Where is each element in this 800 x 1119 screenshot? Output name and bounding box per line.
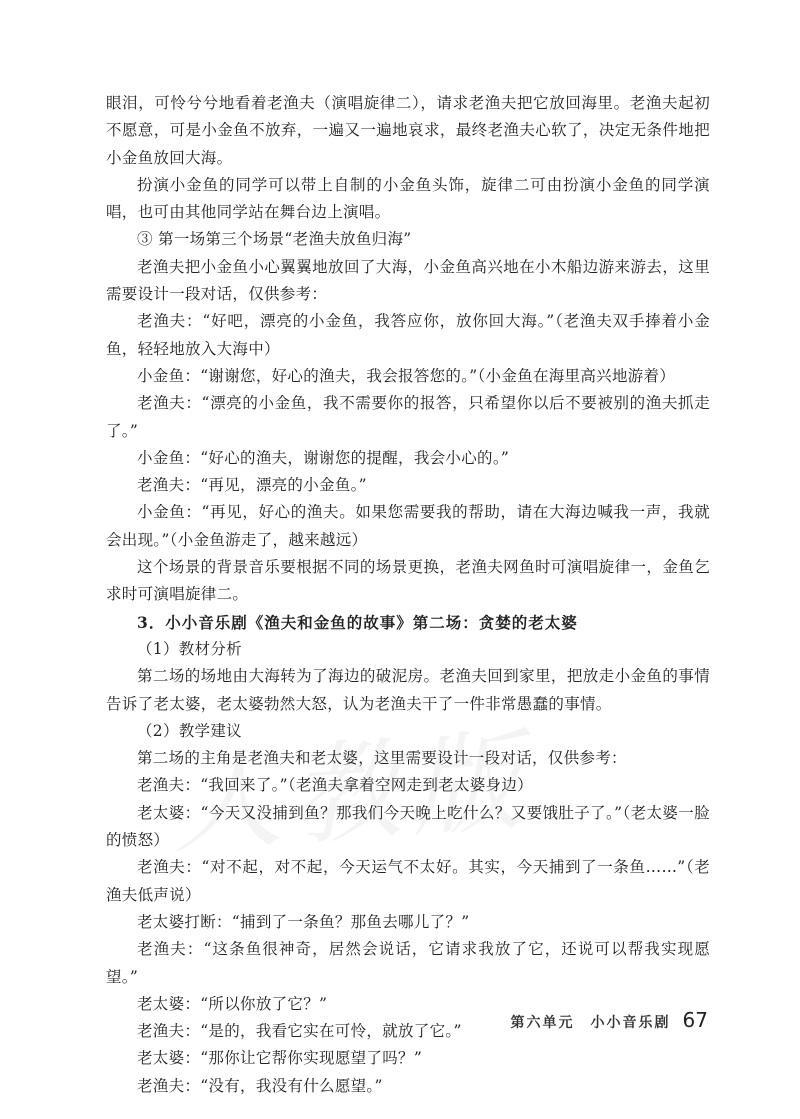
dialogue-line: 老太婆：“今天又没捕到鱼？那我们今天晚上吃什么？又要饿肚子了。”（老太婆一脸的愤怒） — [106, 803, 710, 850]
dialogue-line: 老太婆：“那你让它帮你实现愿望了吗？” — [137, 1049, 423, 1068]
dialogue-line: 老渔夫：“这条鱼很神奇，居然会说话，它请求我放了它，还说可以帮我实现愿望。” — [106, 940, 710, 986]
dialogue-line: 老太婆打断：“捕到了一条鱼？那鱼去哪儿了？” — [137, 912, 470, 931]
dialogue-line: 老渔夫：“没有，我没有什么愿望。” — [137, 1076, 383, 1095]
paragraph: 眼泪，可怜兮兮地看着老渔夫（演唱旋律二），请求老渔夫把它放回海里。老渔夫起初不愿意，可是小金鱼不放弃，一遍又一遍地哀求，最终老渔夫心软了，决定无条件地把小金鱼放回大海。 — [106, 94, 710, 167]
dialogue-line: 老渔夫：“我回来了。”（老渔夫拿着空网走到老太婆身边） — [137, 776, 533, 795]
scene-heading: ③ 第一场第三个场景“老渔夫放鱼归海” — [137, 230, 412, 249]
section-heading: 3．小小音乐剧《渔夫和金鱼的故事》第二场：贪婪的老太婆 — [137, 612, 578, 632]
subsection-heading: （2）教学建议 — [137, 721, 242, 740]
dialogue-line: 老渔夫：“再见，漂亮的小金鱼。” — [137, 476, 367, 495]
paragraph: 老渔夫把小金鱼小心翼翼地放回了大海，小金鱼高兴地在小木船边游来游去，这里需要设计一段对话，仅供参考： — [106, 257, 710, 304]
body-text — [106, 90, 710, 1100]
dialogue-line: 小金鱼：“好心的渔夫，谢谢您的提醒，我会小心的。” — [137, 448, 510, 467]
page-number: 67 — [682, 1008, 708, 1032]
dialogue-line: 老渔夫：“好吧，漂亮的小金鱼，我答应你，放你回大海。”（老渔夫双手捧着小金鱼，轻轻地放入大海中） — [106, 312, 710, 358]
dialogue-line: 老太婆：“所以你放了它？” — [137, 994, 328, 1013]
subsection-heading: （1）教材分析 — [137, 639, 242, 658]
paragraph: 这个场景的背景音乐要根据不同的场景更换，老渔夫网鱼时可演唱旋律一，金鱼乞求时可演唱旋律二。 — [106, 558, 710, 604]
dialogue-line: 老渔夫：“漂亮的小金鱼，我不需要你的报答，只希望你以后不要被别的渔夫抓走了。” — [106, 394, 710, 440]
paragraph: 扮演小金鱼的同学可以带上自制的小金鱼头饰，旋律二可由扮演小金鱼的同学演唱，也可由其他同学站在舞台边上演唱。 — [106, 175, 710, 222]
paragraph: 第二场的场地由大海转为了海边的破泥房。老渔夫回到家里，把放走小金鱼的事情告诉了老太婆，老太婆勃然大怒，认为老渔夫干了一件非常愚蠢的事情。 — [106, 667, 710, 713]
paragraph: 第二场的主角是老渔夫和老太婆，这里需要设计一段对话，仅供参考： — [137, 749, 627, 768]
page-footer — [511, 1008, 708, 1032]
dialogue-line: 老渔夫：“是的，我看它实在可怜，就放了它。” — [137, 1022, 462, 1041]
dialogue-line: 老渔夫：“对不起，对不起，今天运气不太好。其实，今天捕到了一条鱼……”（老渔夫低声说） — [106, 858, 710, 904]
unit-label: 第六单元 小小音乐剧 — [510, 1015, 671, 1031]
dialogue-line: 小金鱼：“再见，好心的渔夫。如果您需要我的帮助，请在大海边喊我一声，我就会出现。”（小金鱼游走了，越来越远） — [106, 503, 710, 549]
dialogue-line: 小金鱼：“谢谢您，好心的渔夫，我会报答您的。”（小金鱼在海里高兴地游着） — [137, 366, 676, 385]
